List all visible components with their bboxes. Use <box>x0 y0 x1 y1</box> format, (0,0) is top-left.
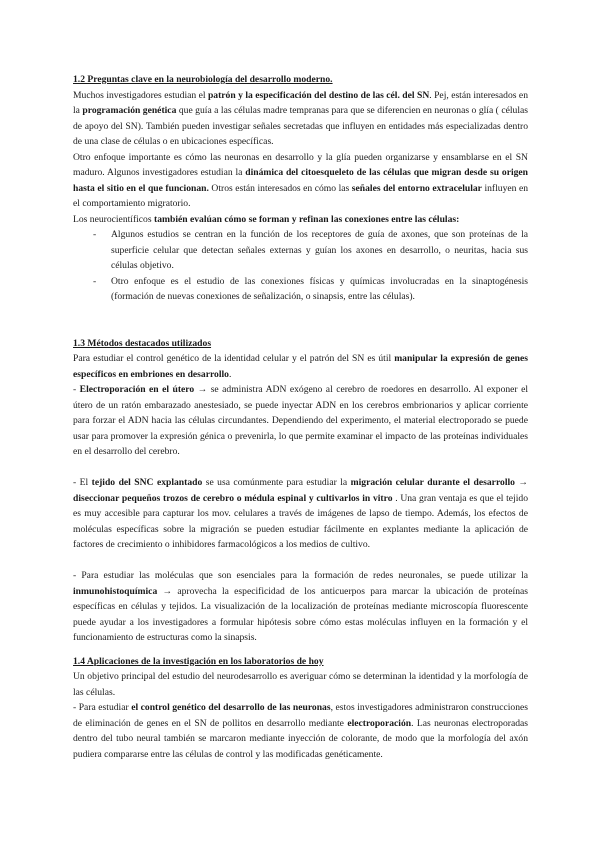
paragraph <box>73 382 528 460</box>
bullet-list <box>73 227 528 305</box>
list-item: - Algunos estudios se centran en la función de los receptores de guía de axones, que son proteínas de la superficie celular que detectan señales externas y guían los axones en desarrollo, o neuritas, hacia sus células objetivo. <box>111 227 528 274</box>
text: influyen en el comportamiento migratorio. <box>73 182 528 209</box>
text: , estos investigadores administraron construcciones de eliminación de genes en el SN de pollitos en desarrollo mediante <box>73 702 528 729</box>
paragraph <box>73 475 528 553</box>
text: Muchos investigadores estudian el <box>73 89 208 101</box>
text: → se administra ADN exógeno al cerebro de roedores en desarrollo. Al exponer el útero de un ratón embarazado anestesiado, se puede inyectar ADN en los cerebros embrionarios y aplicar corriente para forzar el ADN hacia las células circundantes. Dependiendo del experimento, el material electroporado se puede usar para promover la expresión génica o prevenirla, lo que permite examinar el impacto de las proteínas individuales en el desarrollo del cerebro. <box>73 384 529 457</box>
paragraph <box>73 212 528 228</box>
text: . Una gran ventaja es que el tejido es muy accesible para capturar los mov. celulares a través de imágenes de lapso de tiempo. Además, los efectos de moléculas específicas sobre la migración se pueden estudiar fácilmente en explantes mediante la aplicación de factores de crecimiento o inhibidores farmacológicos a los medios de cultivo. <box>73 492 528 550</box>
section-heading-1-4: 1.4 Aplicaciones de la investigación en los laboratorios de hoy <box>73 655 324 667</box>
bold-text: el control genético del desarrollo de las neuronas <box>131 702 331 713</box>
bold-text: programación genética <box>82 105 177 116</box>
bold-text: electroporación <box>347 717 412 729</box>
bold-text: migración celular durante el desarrollo → diseccionar pequeños trozos de cerebro o médula espinal y cultivarlos in vitro <box>73 477 529 504</box>
bold-text: patrón y la especificación del destino de las cél. del SN <box>207 89 430 101</box>
paragraph <box>73 150 528 212</box>
text: Los neurocientíficos <box>73 213 154 225</box>
paragraph <box>73 700 528 762</box>
bold-text: tejido del SNC explantado <box>91 477 203 488</box>
bold-text: señales del entorno extracelular <box>351 182 482 194</box>
text: - Para estudiar las moléculas que son esenciales para la formación de redes neuronales, se puede utilizar la <box>73 570 528 581</box>
text: - El <box>73 477 92 488</box>
bold-text: dinámica del citoesqueleto de las células que migran desde su origen hasta el sitio en el que funcionan. <box>73 167 529 194</box>
text: - <box>73 384 80 395</box>
paragraph <box>73 351 528 382</box>
text: . <box>228 368 232 380</box>
text: Para estudiar el control genético de la identidad celular y el patrón del SN es útil <box>73 353 395 364</box>
text: . Las neuronas electroporadas dentro del tubo neural también se marcaron mediante inyección de colorante, de modo que la morfología del axón pudiera compararse entre las células de control y las modificadas genéticamente. <box>73 717 528 760</box>
paragraph <box>73 88 528 150</box>
section-heading-1-2: 1.2 Preguntas clave en la neurobiología del desarrollo moderno. <box>73 74 333 85</box>
text: Otro enfoque importante es cómo las neuronas en desarrollo y la glía pueden organizarse y ensamblarse en el SN maduro. Algunos investigadores estudian la <box>73 151 528 178</box>
paragraph: Un objetivo principal del estudio del neurodesarrollo es averiguar cómo se determinan la identidad y la morfología de las células. <box>73 671 528 698</box>
bold-text: manipular la expresión de genes específicos en embriones en desarrollo <box>73 353 528 380</box>
text: se usa comúnmente para estudiar la <box>202 477 351 488</box>
document-body <box>73 72 528 762</box>
paragraph <box>73 568 528 646</box>
text: → aprovecha la especificidad de los anticuerpos para marcar la ubicación de proteínas específicas en células y tejidos. La visualización de la localización de proteínas mediante microscopía fluorescente puede ayudar a los investigadores a formular hipótesis sobre cómo estas moléculas influyen en la formación y el funcionamiento de estructuras como la sinapsis. <box>73 585 528 643</box>
text: - Para estudiar <box>73 702 132 713</box>
text: Otros están interesados en cómo las <box>208 182 352 194</box>
text: que guía a las células madre tempranas para que se diferencien en neuronas o glía ( células de apoyo del SN). También pueden investigar señales secretadas que influyen en entidades más especializadas dentro de una clase de células o en ubicaciones específicas. <box>73 105 528 147</box>
bold-text: inmunohistoquímica <box>73 585 158 597</box>
section-heading-1-3: 1.3 Métodos destacados utilizados <box>73 337 212 349</box>
list-item: - Otro enfoque es el estudio de las conexiones físicas y químicas involucradas en la sinaptogénesis (formación de nuevas conexiones de señalización, o sinapsis, entre las células). <box>111 274 528 305</box>
text: . Pej, están interesados en la <box>73 89 528 116</box>
bold-text: Electroporación en el útero <box>79 384 195 395</box>
bold-text: también evalúan cómo se forman y refinan las conexiones entre las células: <box>154 213 460 225</box>
